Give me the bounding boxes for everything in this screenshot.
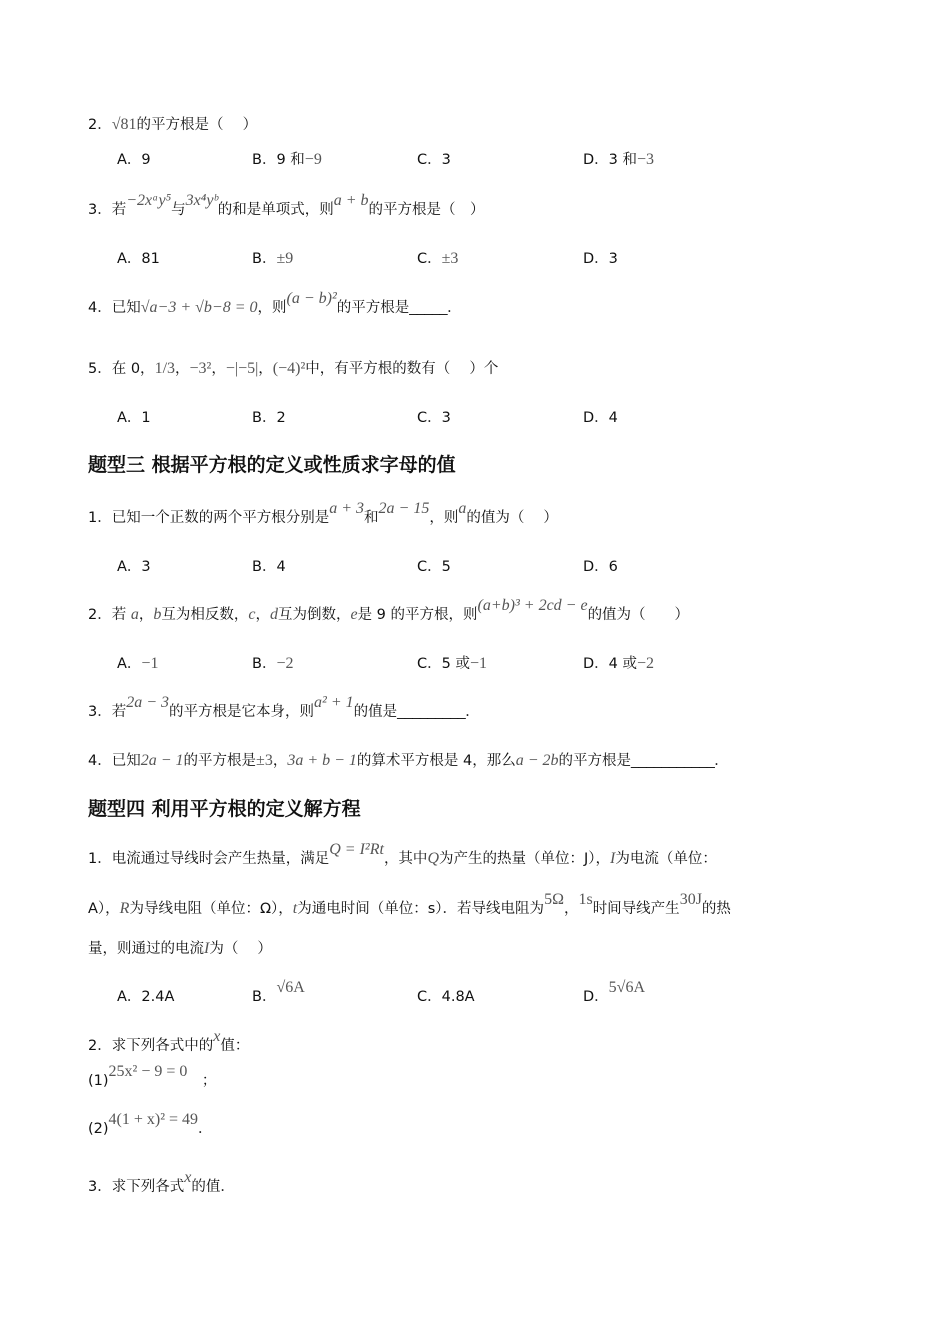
text: 的算术平方根是 4，那么 bbox=[356, 753, 516, 769]
text: D．4 或 bbox=[583, 656, 637, 672]
math-expression: ±3 bbox=[441, 250, 459, 267]
text: ，其中 bbox=[383, 851, 428, 867]
text: A．81 bbox=[117, 251, 160, 267]
math-expression: ±9 bbox=[276, 250, 294, 267]
text: 量，则通过的电流 bbox=[88, 941, 204, 957]
math-expression: b bbox=[153, 606, 162, 623]
text: D．3 bbox=[583, 251, 618, 267]
text: ． bbox=[447, 300, 462, 316]
math-expression: −9 bbox=[304, 151, 322, 168]
math-expression: √81 bbox=[111, 116, 137, 133]
text: 1．电流通过导线时会产生热量，满足 bbox=[88, 851, 330, 867]
question-line bbox=[88, 1169, 235, 1197]
math-expression: x bbox=[213, 1028, 221, 1045]
question-line bbox=[88, 192, 485, 220]
question-line bbox=[88, 939, 272, 959]
text: 的和是单项式，则 bbox=[217, 202, 334, 218]
option-A bbox=[117, 150, 151, 170]
text: B．2 bbox=[252, 410, 286, 426]
option-A bbox=[117, 987, 174, 1007]
math-expression: I bbox=[610, 850, 616, 867]
text: 4．已知 bbox=[88, 753, 141, 769]
math-expression: x bbox=[184, 1169, 192, 1186]
math-expression: 30J bbox=[679, 891, 702, 908]
text: B． bbox=[252, 989, 277, 1005]
text: A）， bbox=[88, 901, 120, 917]
option-A bbox=[117, 557, 151, 577]
text: 的平方根是（ ） bbox=[136, 117, 258, 133]
math-expression: I bbox=[204, 940, 210, 957]
math-expression: 2a − 3 bbox=[126, 694, 170, 711]
option-B bbox=[252, 150, 322, 170]
answer-blank: _____ bbox=[409, 300, 448, 316]
math-expression: a − 2b bbox=[515, 752, 559, 769]
text: C．5 bbox=[417, 559, 451, 575]
text: 的值为（ ） bbox=[466, 510, 558, 526]
text: 为导线电阻（单位：Ω）， bbox=[129, 901, 293, 917]
math-expression: −1 bbox=[141, 655, 159, 672]
text: A．2.4A bbox=[117, 989, 175, 1005]
text: ， bbox=[211, 361, 226, 377]
text: B．9 和 bbox=[252, 152, 305, 168]
text: 2． bbox=[88, 117, 112, 133]
text: A． bbox=[117, 656, 142, 672]
question-line bbox=[88, 694, 480, 722]
math-expression: (a − b)² bbox=[286, 290, 337, 307]
text: B． bbox=[252, 251, 277, 267]
text: 的平方根是（ ） bbox=[368, 202, 485, 218]
question-line bbox=[88, 500, 558, 528]
text: 互为倒数， bbox=[277, 607, 351, 623]
math-expression: 2a − 1 bbox=[140, 752, 184, 769]
text: ，则 bbox=[257, 300, 287, 316]
option-D bbox=[583, 249, 618, 269]
text: D．3 和 bbox=[583, 152, 637, 168]
option-C bbox=[417, 557, 451, 577]
text: 5．在 0， bbox=[88, 361, 155, 377]
text: 的热 bbox=[701, 901, 731, 917]
text: ． bbox=[465, 704, 480, 720]
option-A bbox=[117, 654, 158, 674]
text: 4．已知 bbox=[88, 300, 141, 316]
text: 2．若 bbox=[88, 607, 131, 623]
text: 值： bbox=[220, 1038, 250, 1054]
math-expression: −2 bbox=[637, 655, 655, 672]
text: 中，有平方根的数有（ ）个 bbox=[305, 361, 499, 377]
option-B bbox=[252, 979, 305, 1007]
section-heading bbox=[88, 799, 361, 819]
text: ， bbox=[563, 901, 579, 917]
option-C bbox=[417, 654, 487, 674]
math-expression: a + b bbox=[333, 192, 369, 209]
math-expression: R bbox=[119, 900, 130, 917]
answer-blank: ___________ bbox=[631, 753, 715, 769]
text: 的平方根是它本身，则 bbox=[169, 704, 315, 720]
text: 的值为（ ） bbox=[587, 607, 690, 623]
text: ， bbox=[258, 361, 273, 377]
option-B bbox=[252, 408, 286, 428]
math-expression: e bbox=[350, 606, 358, 623]
text: 为通电时间（单位：s）．若导线电阻为 bbox=[297, 901, 545, 917]
option-B bbox=[252, 654, 293, 674]
math-expression: 3a + b − 1 bbox=[287, 752, 357, 769]
option-D bbox=[583, 557, 618, 577]
text: 为电流（单位： bbox=[615, 851, 717, 867]
text: C．5 或 bbox=[417, 656, 470, 672]
text: 为（ ） bbox=[209, 941, 272, 957]
question-line bbox=[88, 597, 690, 625]
math-expression: t bbox=[292, 900, 298, 917]
text: A．1 bbox=[117, 410, 151, 426]
text: 和 bbox=[364, 510, 379, 526]
math-expression: a bbox=[458, 500, 467, 517]
text: C． bbox=[417, 251, 442, 267]
text: ． bbox=[198, 1121, 213, 1137]
math-expression: Q = I²Rt bbox=[329, 841, 384, 858]
question-line bbox=[88, 290, 462, 318]
text: 时间导线产生 bbox=[592, 901, 680, 917]
math-expression: −3² bbox=[189, 360, 212, 377]
answer-blank: _________ bbox=[397, 704, 466, 720]
section-heading bbox=[88, 455, 456, 475]
math-expression: 2a − 15 bbox=[378, 500, 430, 517]
question-line bbox=[88, 841, 717, 869]
math-expression: c bbox=[248, 606, 256, 623]
math-expression: 1s bbox=[578, 891, 593, 908]
math-expression: 5√6A bbox=[608, 979, 646, 996]
text: B．4 bbox=[252, 559, 286, 575]
option-D bbox=[583, 654, 654, 674]
text: C．3 bbox=[417, 410, 451, 426]
question-line bbox=[88, 1028, 250, 1056]
text: 的值． bbox=[191, 1179, 235, 1195]
math-expression: a bbox=[130, 606, 139, 623]
text: C．3 bbox=[417, 152, 451, 168]
math-expression: ±3 bbox=[256, 752, 273, 769]
option-C bbox=[417, 150, 451, 170]
option-B bbox=[252, 249, 293, 269]
question-line bbox=[88, 359, 498, 379]
question-line bbox=[88, 1063, 217, 1091]
math-expression: a + 3 bbox=[329, 500, 365, 517]
text: 是 9 的平方根，则 bbox=[357, 607, 478, 623]
text: 题型四 利用平方根的定义解方程 bbox=[88, 798, 361, 820]
math-expression: −2xᵃy⁵ bbox=[126, 192, 172, 209]
text: C．4.8A bbox=[417, 989, 475, 1005]
text: B． bbox=[252, 656, 277, 672]
text: (2) bbox=[88, 1121, 109, 1137]
math-expression: d bbox=[269, 606, 278, 623]
math-expression: 3x⁴yᵇ bbox=[185, 192, 218, 209]
math-expression: (a+b)³ + 2cd − e bbox=[477, 597, 588, 614]
text: 的值是 bbox=[353, 704, 398, 720]
math-expression: √6A bbox=[276, 979, 305, 996]
text: 1．已知一个正数的两个平方根分别是 bbox=[88, 510, 330, 526]
text: A．9 bbox=[117, 152, 151, 168]
text: 3．若 bbox=[88, 202, 127, 218]
text: (1) bbox=[88, 1073, 109, 1089]
option-D bbox=[583, 408, 618, 428]
text: 题型三 根据平方根的定义或性质求字母的值 bbox=[88, 454, 456, 476]
math-expression: √a−3 + √b−8 = 0 bbox=[140, 299, 258, 316]
option-C bbox=[417, 987, 475, 1007]
option-C bbox=[417, 249, 458, 269]
math-expression: −1 bbox=[469, 655, 487, 672]
option-D bbox=[583, 979, 646, 1007]
text: ， bbox=[272, 753, 288, 769]
math-expression: 5Ω bbox=[544, 891, 564, 908]
question-line bbox=[88, 891, 731, 919]
text: 2．求下列各式中的 bbox=[88, 1038, 214, 1054]
option-D bbox=[583, 150, 654, 170]
math-expression: −3 bbox=[637, 151, 655, 168]
text: ， bbox=[175, 361, 190, 377]
math-expression: a² + 1 bbox=[314, 694, 354, 711]
text: ； bbox=[187, 1073, 217, 1089]
text: 的平方根是 bbox=[336, 300, 410, 316]
text: ． bbox=[714, 753, 729, 769]
text: D．6 bbox=[583, 559, 618, 575]
text: 的平方根是 bbox=[183, 753, 257, 769]
math-expression: 4(1 + x)² = 49 bbox=[108, 1111, 199, 1128]
math-expression: Q bbox=[427, 850, 439, 867]
text: ， bbox=[138, 607, 154, 623]
math-expression: −|−5| bbox=[225, 360, 259, 377]
text: ， bbox=[255, 607, 270, 623]
text: D．4 bbox=[583, 410, 618, 426]
question-line bbox=[88, 1111, 213, 1139]
text: 的平方根是 bbox=[558, 753, 632, 769]
option-A bbox=[117, 249, 160, 269]
text: 为产生的热量（单位：J）， bbox=[439, 851, 611, 867]
question-line bbox=[88, 115, 257, 135]
text: 3．若 bbox=[88, 704, 127, 720]
math-expression: 25x² − 9 = 0 bbox=[108, 1063, 188, 1080]
math-expression: −2 bbox=[276, 655, 294, 672]
math-expression: 1/3 bbox=[154, 360, 176, 377]
text: 互为相反数， bbox=[161, 607, 249, 623]
option-B bbox=[252, 557, 286, 577]
question-line bbox=[88, 751, 729, 771]
text: A．3 bbox=[117, 559, 151, 575]
text: D． bbox=[583, 989, 609, 1005]
math-expression: (−4)² bbox=[272, 360, 306, 377]
text: 3．求下列各式 bbox=[88, 1179, 185, 1195]
option-A bbox=[117, 408, 151, 428]
text: 与 bbox=[171, 202, 186, 218]
option-C bbox=[417, 408, 451, 428]
text: ，则 bbox=[429, 510, 459, 526]
